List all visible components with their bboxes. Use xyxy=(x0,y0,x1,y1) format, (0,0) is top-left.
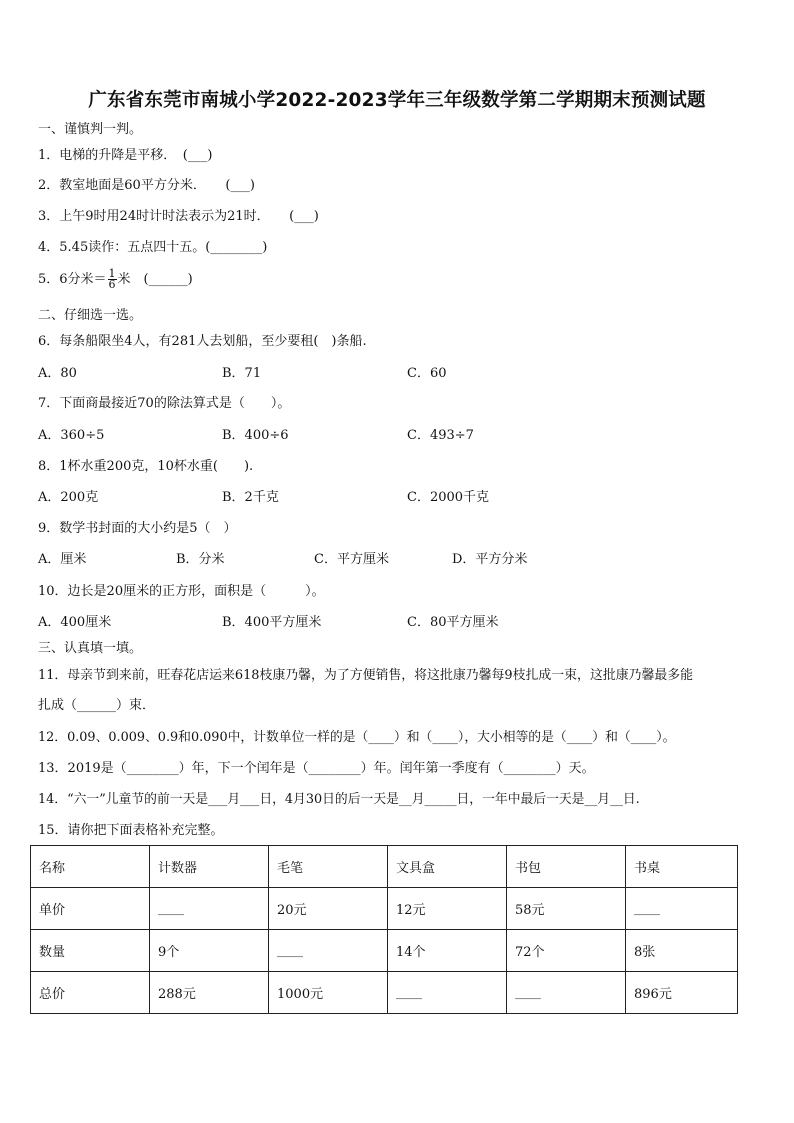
option-c: C．493÷7 xyxy=(407,428,474,443)
table-cell: 58元 xyxy=(507,888,626,930)
option-b: B．2千克 xyxy=(222,490,279,505)
table-cell: 14个 xyxy=(388,930,507,972)
option-b: B．400÷6 xyxy=(222,428,289,443)
table-cell: 8张 xyxy=(626,930,738,972)
table-cell: 288元 xyxy=(150,972,269,1014)
table-cell: 1000元 xyxy=(269,972,388,1014)
option-b: B．400平方厘米 xyxy=(222,615,322,630)
table-cell: ____ xyxy=(150,888,269,930)
question-4: 4．5.45读作：五点四十五。(________) xyxy=(38,240,268,255)
table-row xyxy=(31,846,738,888)
table-cell: ____ xyxy=(507,972,626,1014)
question-5-suffix: 米 (______) xyxy=(117,272,193,287)
fraction-numerator: 1 xyxy=(108,267,116,280)
option-a: A．200克 xyxy=(38,490,99,505)
table-cell: 计数器 xyxy=(150,846,269,888)
question-14: 14．“六一”儿童节的前一天是___月___日，4月30日的后一天是__月_____日，一年中最后一天是__月__日. xyxy=(38,792,640,807)
question-13: 13．2019是（________）年，下一个闰年是（________）年。闰年第一季度有（________）天。 xyxy=(38,761,595,776)
question-8: 8．1杯水重200克，10杯水重( ). xyxy=(38,459,254,474)
fraction-denominator: 6 xyxy=(108,278,116,291)
fraction xyxy=(108,269,117,290)
question-11-line-2: 扎成（______）束． xyxy=(38,698,156,713)
option-c: C．60 xyxy=(407,366,447,381)
question-5-prefix: 5．6分米＝ xyxy=(38,272,107,287)
option-c: C．平方厘米 xyxy=(314,552,389,567)
question-12: 12．0.09、0.009、0.9和0.090中，计数单位一样的是（____）和（____），大小相等的是（____）和（____）。 xyxy=(38,730,676,745)
table-cell: ____ xyxy=(626,888,738,930)
table-cell: 文具盒 xyxy=(388,846,507,888)
question-2: 2．教室地面是60平方分米． (___) xyxy=(38,178,255,193)
table-cell: ____ xyxy=(388,972,507,1014)
option-c: C．2000千克 xyxy=(407,490,490,505)
question-6: 6．每条船限坐4人，有281人去划船，至少要租( )条船. xyxy=(38,334,367,349)
option-a: A．厘米 xyxy=(38,552,87,567)
page-title: 广东省东莞市南城小学2022-2023学年三年级数学第二学期期末预测试题 xyxy=(88,90,706,111)
question-15: 15．请你把下面表格补充完整。 xyxy=(38,823,224,838)
option-b: B．分米 xyxy=(176,552,225,567)
table-cell: 9个 xyxy=(150,930,269,972)
table-cell: 书桌 xyxy=(626,846,738,888)
option-d: D．平方分米 xyxy=(452,552,528,567)
question-5 xyxy=(38,269,193,290)
question-1: 1．电梯的升降是平移． (___) xyxy=(38,148,213,163)
option-a: A．80 xyxy=(38,366,77,381)
table-cell: 毛笔 xyxy=(269,846,388,888)
section-heading-judge: 一、谨慎判一判。 xyxy=(38,122,143,137)
question-3: 3．上午9时用24时计时法表示为21时． (___) xyxy=(38,209,319,224)
question-11-line-1: 11．母亲节到来前，旺春花店运来618枝康乃馨，为了方便销售，将这批康乃馨每9枝扎成一束，这批康乃馨最多能 xyxy=(38,668,694,683)
table-cell: 单价 xyxy=(31,888,150,930)
table-cell: 书包 xyxy=(507,846,626,888)
table-cell: 12元 xyxy=(388,888,507,930)
table-cell: 20元 xyxy=(269,888,388,930)
table-cell: 数量 xyxy=(31,930,150,972)
table-cell: 名称 xyxy=(31,846,150,888)
table-cell: 72个 xyxy=(507,930,626,972)
table-cell: ____ xyxy=(269,930,388,972)
table-cell: 896元 xyxy=(626,972,738,1014)
fill-table xyxy=(30,845,738,1014)
option-c: C．80平方厘米 xyxy=(407,615,499,630)
section-heading-choose: 二、仔细选一选。 xyxy=(38,308,143,323)
table-row xyxy=(31,930,738,972)
question-10: 10．边长是20厘米的正方形，面积是（ ）。 xyxy=(38,584,325,599)
option-a: A．360÷5 xyxy=(38,428,105,443)
option-a: A．400厘米 xyxy=(38,615,112,630)
table-row xyxy=(31,972,738,1014)
table-cell: 总价 xyxy=(31,972,150,1014)
option-b: B．71 xyxy=(222,366,262,381)
table-row xyxy=(31,888,738,930)
question-7: 7．下面商最接近70的除法算式是（ ）。 xyxy=(38,396,291,411)
question-9: 9．数学书封面的大小约是5（ ） xyxy=(38,521,237,536)
section-heading-fill: 三、认真填一填。 xyxy=(38,641,143,656)
